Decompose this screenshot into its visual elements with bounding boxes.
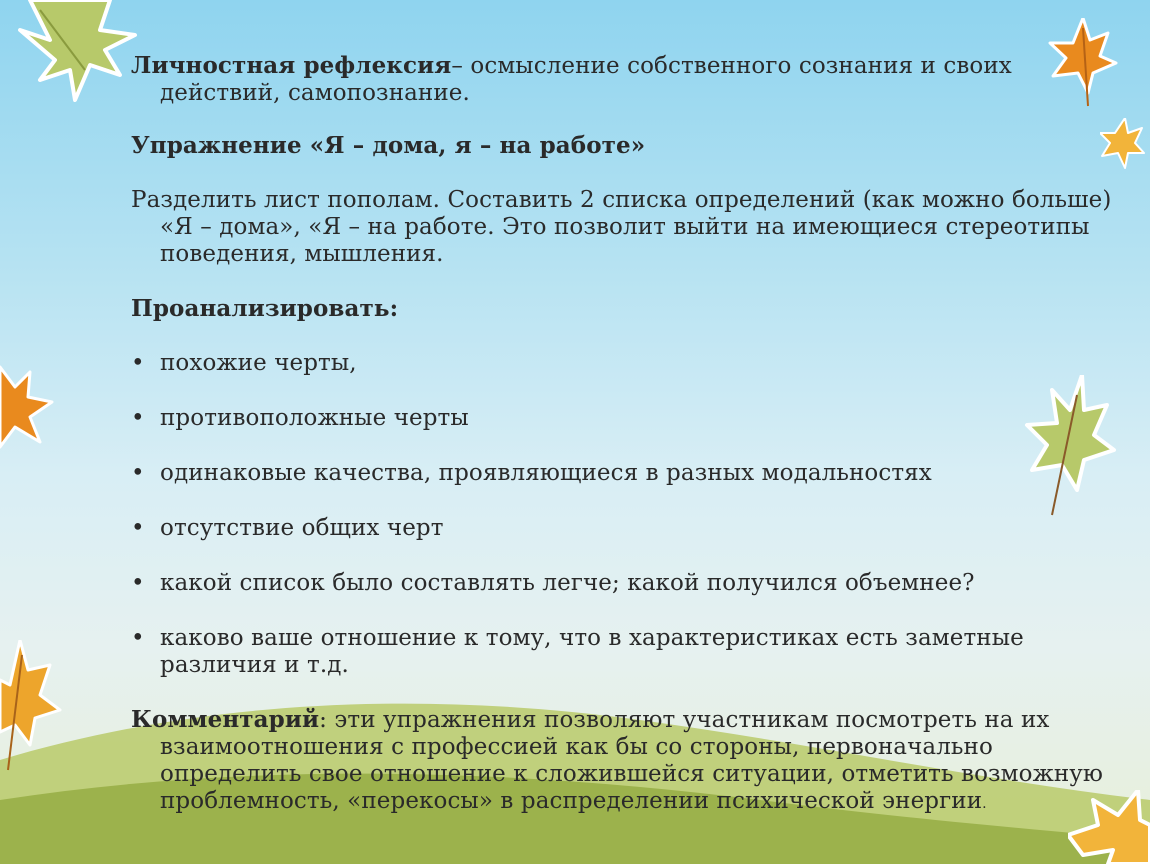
comment-label: Комментарий — [131, 706, 320, 733]
orange-leaf-icon — [0, 640, 62, 775]
bullet-icon: • — [131, 350, 145, 376]
comment-end: . — [982, 796, 987, 812]
exercise-title-text: Упражнение «Я – дома, я – на работе» — [131, 132, 646, 159]
bullet-icon: • — [131, 460, 145, 486]
list-item-text: каково ваше отношение к тому, что в характеристиках есть заметные различия и т.д. — [160, 625, 1024, 678]
list-item-text: похожие черты, — [160, 350, 357, 376]
exercise-title — [131, 132, 1121, 160]
instruction-paragraph: Разделить лист пополам. Составить 2 списка определений (как можно больше) «Я – дома», «Я – на работе. Это позволит выйти на имеющиеся стереотипы поведения, мышления. — [131, 187, 1112, 267]
green-leaf-icon — [10, 0, 140, 110]
list-item — [131, 570, 1121, 597]
definition-term: Личностная рефлексия — [131, 52, 452, 79]
definition-text: – осмысление собственного сознания и своих действий, самопознание. — [160, 53, 1012, 106]
definition-paragraph — [131, 52, 1121, 107]
bullet-icon: • — [131, 570, 145, 596]
list-item — [131, 515, 1121, 542]
analyze-heading-text: Проанализировать: — [131, 295, 399, 322]
comment-text: : эти упражнения позволяют участникам посмотреть на их взаимоотношения с профессией как бы со стороны, первоначально определить свое отношение к сложившейся ситуации, отметить возможную проблемность, «перекосы» в распределении психической энергии — [160, 707, 1104, 814]
list-item-text: какой список было составлять легче; какой получился объемнее? — [160, 570, 975, 596]
bullet-icon: • — [131, 625, 145, 651]
list-item — [131, 350, 1121, 377]
comment-paragraph — [131, 706, 1121, 818]
analyze-heading — [131, 295, 1121, 323]
bullet-icon: • — [131, 515, 145, 541]
list-item-text: одинаковые качества, проявляющиеся в разных модальностях — [160, 460, 932, 486]
list-item-text: отсутствие общих черт — [160, 515, 444, 541]
list-item-text: противоположные черты — [160, 405, 469, 431]
list-item — [131, 405, 1121, 432]
list-item — [131, 460, 1121, 487]
slide-content — [131, 52, 1121, 818]
orange-leaf-icon — [0, 362, 55, 452]
list-item — [131, 625, 1121, 679]
bullet-icon: • — [131, 405, 145, 431]
